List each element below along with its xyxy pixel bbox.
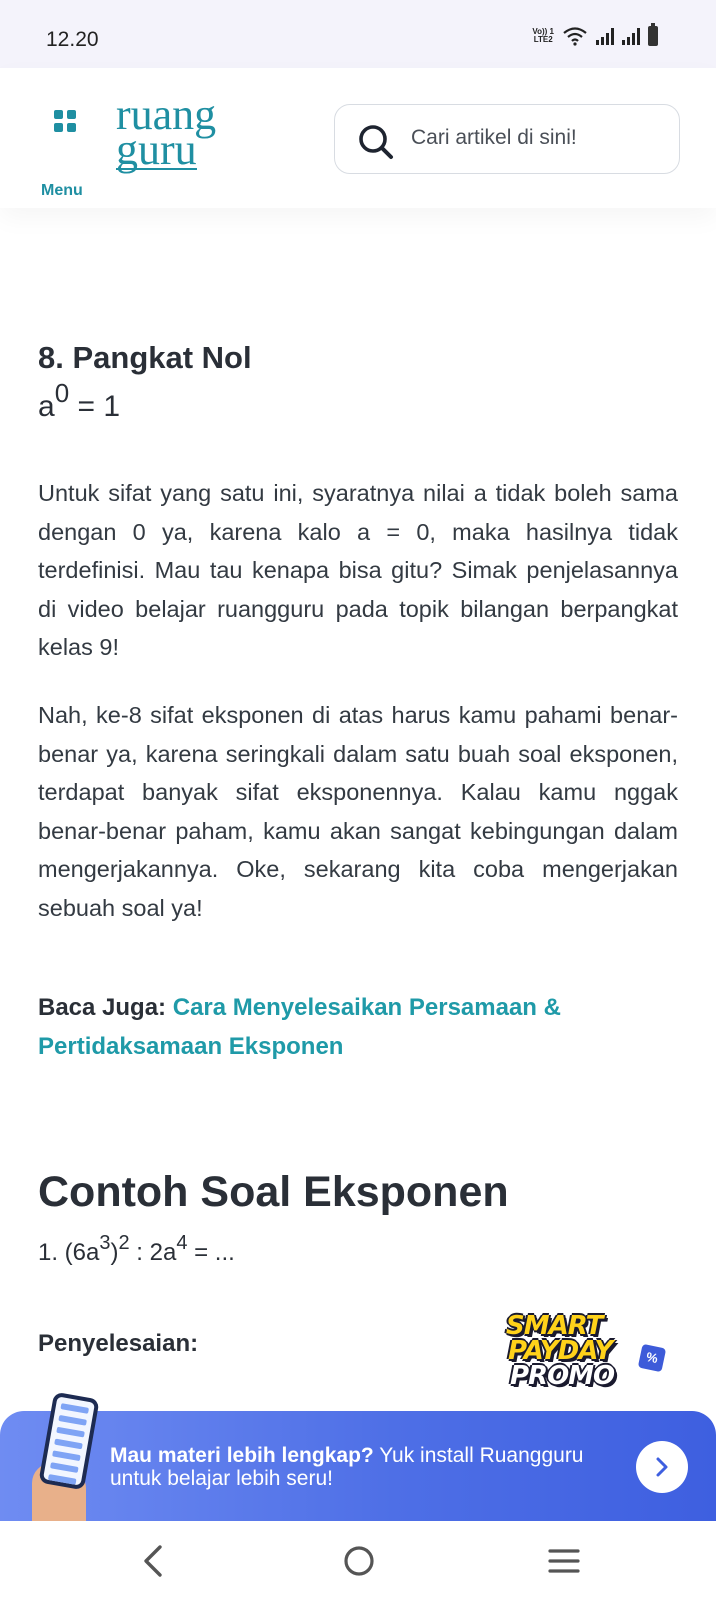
search-icon[interactable] bbox=[357, 123, 395, 161]
status-time: 12.20 bbox=[46, 28, 99, 51]
volte-indicator: Vo)) 1 LTE2 bbox=[532, 27, 554, 44]
wifi-icon bbox=[562, 26, 588, 46]
example-question: 1. $(6a^3)^2$ : $2a^4$ = ... bbox=[38, 1232, 235, 1266]
banner-open-button[interactable] bbox=[636, 1441, 688, 1493]
signal-2-icon bbox=[622, 27, 640, 45]
example-heading: Contoh Soal Eksponen bbox=[38, 1168, 509, 1216]
system-navigation-bar bbox=[0, 1521, 716, 1600]
solution-label: Penyelesaian: bbox=[38, 1330, 199, 1357]
read-also-label: Baca Juga: bbox=[38, 994, 167, 1021]
percent-tag-icon: % bbox=[638, 1344, 666, 1372]
battery-icon bbox=[648, 26, 658, 46]
zero-exponent-formula: $a^0 = 1$ bbox=[38, 378, 121, 423]
smart-payday-promo-badge[interactable] bbox=[506, 1311, 666, 1402]
promo-line-3: PROMO bbox=[510, 1361, 615, 1391]
read-also-link[interactable]: Cara Menyelesaikan Persamaan & Pertidaksamaan Eksponen bbox=[38, 994, 561, 1060]
install-app-banner[interactable] bbox=[0, 1411, 716, 1521]
search-box[interactable] bbox=[334, 104, 680, 174]
site-header bbox=[0, 68, 716, 208]
status-bar bbox=[0, 0, 716, 68]
nav-back-button[interactable] bbox=[124, 1539, 184, 1583]
logo-text-line1: ruang bbox=[116, 90, 217, 139]
status-icons bbox=[532, 26, 658, 46]
menu-label: Menu bbox=[41, 182, 83, 199]
ruangguru-logo[interactable] bbox=[116, 90, 246, 178]
chevron-right-icon bbox=[650, 1454, 674, 1480]
phone-illustration bbox=[38, 1392, 99, 1491]
banner-message: Mau materi lebih lengkap? Yuk install Ruangguru untuk belajar lebih seru! bbox=[110, 1444, 584, 1490]
recent-apps-icon bbox=[534, 1539, 594, 1583]
search-input[interactable] bbox=[411, 105, 671, 171]
logo-text-line2: guru bbox=[116, 125, 197, 174]
back-icon bbox=[124, 1539, 184, 1583]
paragraph-zero-exponent: Untuk sifat yang satu ini, syaratnya nilai a tidak boleh sama dengan 0 ya, karena kalo a = 0, maka hasilnya tidak terdefinisi. Mau tau kenapa bisa gitu? Simak penjelasannya di video belajar ruangguru pada topik bilangan berpangkat kelas 9! bbox=[38, 480, 678, 660]
promo-line-2: PAYDAY bbox=[508, 1336, 613, 1366]
nav-home-button[interactable] bbox=[329, 1539, 389, 1583]
signal-1-icon bbox=[596, 27, 614, 45]
menu-button[interactable] bbox=[38, 108, 94, 199]
home-icon bbox=[329, 1539, 389, 1583]
nav-recent-apps-button[interactable] bbox=[534, 1539, 594, 1583]
promo-line-1: SMART bbox=[506, 1311, 603, 1341]
section-heading: 8. Pangkat Nol bbox=[38, 340, 252, 375]
paragraph-summary: Nah, ke-8 sifat eksponen di atas harus kamu pahami benar-benar ya, karena seringkali dalam satu buah soal eksponen, terdapat banyak sifat eksponennya. Kalau kamu nggak benar-benar paham, kamu akan sangat kebingungan dalam mengerjakannya. Oke, sekarang kita coba mengerjakan sebuah soal ya! bbox=[38, 702, 678, 921]
menu-grid-icon bbox=[54, 110, 76, 132]
read-also bbox=[38, 988, 678, 1066]
